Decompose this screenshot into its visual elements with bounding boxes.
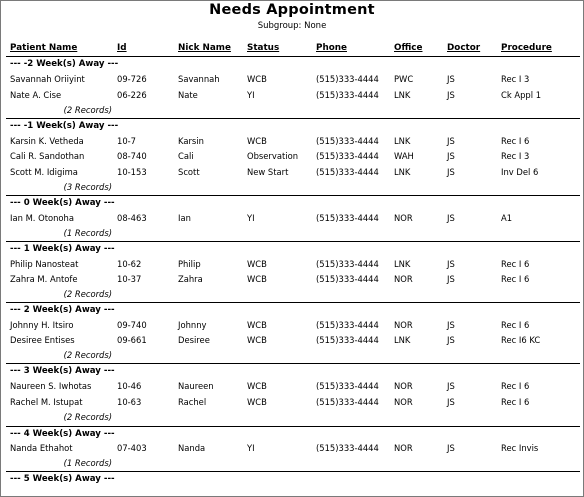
id-cell: 09-726 — [117, 74, 147, 84]
doctor-cell: JS — [447, 274, 455, 284]
status-cell: WCB — [247, 136, 267, 146]
doctor-cell: JS — [447, 151, 455, 161]
id-cell: 10-46 — [117, 381, 142, 391]
status-cell: WCB — [247, 274, 267, 284]
office-cell: LNK — [394, 136, 411, 146]
record-count: (1 Records) — [63, 458, 112, 468]
doctor-cell: JS — [447, 259, 455, 269]
group-header: --- -1 Week(s) Away --- — [10, 121, 119, 131]
status-cell: New Start — [247, 167, 289, 177]
patient-name-cell: Nate A. Cise — [10, 90, 62, 100]
id-cell: 10-7 — [117, 136, 137, 146]
phone-cell: (515)333-4444 — [316, 381, 379, 391]
status-cell: Observation — [247, 151, 298, 161]
phone-cell: (515)333-4444 — [316, 335, 379, 345]
nick-name-cell: Karsin — [178, 136, 204, 146]
nick-name-cell: Naureen — [178, 381, 214, 391]
group-divider — [6, 363, 580, 364]
record-count: (2 Records) — [63, 105, 112, 115]
id-cell: 07-403 — [117, 443, 147, 453]
status-cell: WCB — [247, 335, 267, 345]
patient-name-cell: Savannah Oriiyint — [10, 74, 85, 84]
group-header: --- 3 Week(s) Away --- — [10, 366, 115, 376]
phone-cell: (515)333-4444 — [316, 151, 379, 161]
group-header: --- 1 Week(s) Away --- — [10, 244, 115, 254]
office-cell: NOR — [394, 213, 413, 223]
doctor-cell: JS — [447, 397, 455, 407]
nick-name-cell: Scott — [178, 167, 200, 177]
group-header: --- 4 Week(s) Away --- — [10, 429, 115, 439]
record-count: (1 Records) — [63, 228, 112, 238]
procedure-cell: Rec I 6 — [501, 274, 530, 284]
procedure-cell: Ck Appl 1 — [501, 90, 542, 100]
group-header: --- 0 Week(s) Away --- — [10, 198, 115, 208]
column-header-phone: Phone — [316, 43, 347, 53]
id-cell: 06-226 — [117, 90, 147, 100]
patient-name-cell: Desiree Entises — [10, 335, 75, 345]
procedure-cell: Rec I6 KC — [501, 335, 541, 345]
office-cell: NOR — [394, 443, 413, 453]
id-cell: 10-62 — [117, 259, 142, 269]
id-cell: 09-740 — [117, 320, 147, 330]
phone-cell: (515)333-4444 — [316, 443, 379, 453]
group-divider — [6, 195, 580, 196]
group-header: --- 2 Week(s) Away --- — [10, 305, 115, 315]
doctor-cell: JS — [447, 74, 455, 84]
group-divider — [6, 471, 580, 472]
patient-name-cell: Scott M. Idigima — [10, 167, 78, 177]
procedure-cell: Rec Invis — [501, 443, 539, 453]
group-divider — [6, 56, 580, 57]
nick-name-cell: Philip — [178, 259, 201, 269]
office-cell: LNK — [394, 167, 411, 177]
patient-name-cell: Zahra M. Antofe — [10, 274, 78, 284]
nick-name-cell: Ian — [178, 213, 191, 223]
status-cell: WCB — [247, 74, 267, 84]
procedure-cell: Inv Del 6 — [501, 167, 539, 177]
procedure-cell: Rec I 6 — [501, 136, 530, 146]
id-cell: 08-740 — [117, 151, 147, 161]
nick-name-cell: Nanda — [178, 443, 206, 453]
status-cell: YI — [247, 90, 255, 100]
office-cell: NOR — [394, 320, 413, 330]
office-cell: NOR — [394, 381, 413, 391]
group-divider — [6, 302, 580, 303]
patient-name-cell: Philip Nanosteat — [10, 259, 79, 269]
office-cell: PWC — [394, 74, 414, 84]
patient-name-cell: Ian M. Otonoha — [10, 213, 74, 223]
column-header-nick-name: Nick Name — [178, 43, 231, 53]
group-divider — [6, 118, 580, 119]
patient-name-cell: Johnny H. Itsiro — [10, 320, 74, 330]
record-count: (2 Records) — [63, 350, 112, 360]
nick-name-cell: Cali — [178, 151, 194, 161]
status-cell: WCB — [247, 397, 267, 407]
phone-cell: (515)333-4444 — [316, 320, 379, 330]
phone-cell: (515)333-4444 — [316, 274, 379, 284]
office-cell: WAH — [394, 151, 414, 161]
phone-cell: (515)333-4444 — [316, 397, 379, 407]
group-header: --- 5 Week(s) Away --- — [10, 474, 115, 484]
record-count: (3 Records) — [63, 182, 112, 192]
patient-name-cell: Nanda Ethahot — [10, 443, 73, 453]
procedure-cell: Rec I 6 — [501, 397, 530, 407]
status-cell: YI — [247, 213, 255, 223]
column-header-status: Status — [247, 43, 280, 53]
column-header-doctor: Doctor — [447, 43, 481, 53]
patient-name-cell: Rachel M. Istupat — [10, 397, 83, 407]
column-header-procedure: Procedure — [501, 43, 552, 53]
status-cell: WCB — [247, 320, 267, 330]
office-cell: NOR — [394, 274, 413, 284]
doctor-cell: JS — [447, 443, 455, 453]
procedure-cell: Rec I 6 — [501, 320, 530, 330]
phone-cell: (515)333-4444 — [316, 213, 379, 223]
id-cell: 10-153 — [117, 167, 147, 177]
procedure-cell: Rec I 6 — [501, 381, 530, 391]
group-divider — [6, 426, 580, 427]
report-title: Needs Appointment — [209, 2, 375, 18]
doctor-cell: JS — [447, 320, 455, 330]
group-header: --- -2 Week(s) Away --- — [10, 59, 119, 69]
id-cell: 10-63 — [117, 397, 142, 407]
nick-name-cell: Rachel — [178, 397, 207, 407]
phone-cell: (515)333-4444 — [316, 167, 379, 177]
doctor-cell: JS — [447, 335, 455, 345]
status-cell: WCB — [247, 381, 267, 391]
record-count: (2 Records) — [63, 412, 112, 422]
column-header-patient-name: Patient Name — [10, 43, 78, 53]
office-cell: NOR — [394, 397, 413, 407]
id-cell: 10-37 — [117, 274, 142, 284]
procedure-cell: Rec I 6 — [501, 259, 530, 269]
column-header-office: Office — [394, 43, 423, 53]
patient-name-cell: Naureen S. Iwhotas — [10, 381, 92, 391]
record-count: (2 Records) — [63, 289, 112, 299]
procedure-cell: A1 — [501, 213, 513, 223]
office-cell: LNK — [394, 335, 411, 345]
doctor-cell: JS — [447, 213, 455, 223]
phone-cell: (515)333-4444 — [316, 136, 379, 146]
patient-name-cell: Karsin K. Vetheda — [10, 136, 84, 146]
phone-cell: (515)333-4444 — [316, 74, 379, 84]
patient-name-cell: Cali R. Sandothan — [10, 151, 85, 161]
nick-name-cell: Savannah — [178, 74, 220, 84]
phone-cell: (515)333-4444 — [316, 90, 379, 100]
nick-name-cell: Nate — [178, 90, 198, 100]
nick-name-cell: Desiree — [178, 335, 210, 345]
procedure-cell: Rec I 3 — [501, 74, 530, 84]
office-cell: LNK — [394, 259, 411, 269]
doctor-cell: JS — [447, 167, 455, 177]
doctor-cell: JS — [447, 136, 455, 146]
group-divider — [6, 241, 580, 242]
status-cell: YI — [247, 443, 255, 453]
status-cell: WCB — [247, 259, 267, 269]
column-header-id: Id — [117, 43, 127, 53]
nick-name-cell: Johnny — [178, 320, 207, 330]
office-cell: LNK — [394, 90, 411, 100]
nick-name-cell: Zahra — [178, 274, 203, 284]
phone-cell: (515)333-4444 — [316, 259, 379, 269]
id-cell: 08-463 — [117, 213, 147, 223]
report-subtitle: Subgroup: None — [257, 21, 327, 31]
doctor-cell: JS — [447, 90, 455, 100]
procedure-cell: Rec I 3 — [501, 151, 530, 161]
id-cell: 09-661 — [117, 335, 147, 345]
doctor-cell: JS — [447, 381, 455, 391]
